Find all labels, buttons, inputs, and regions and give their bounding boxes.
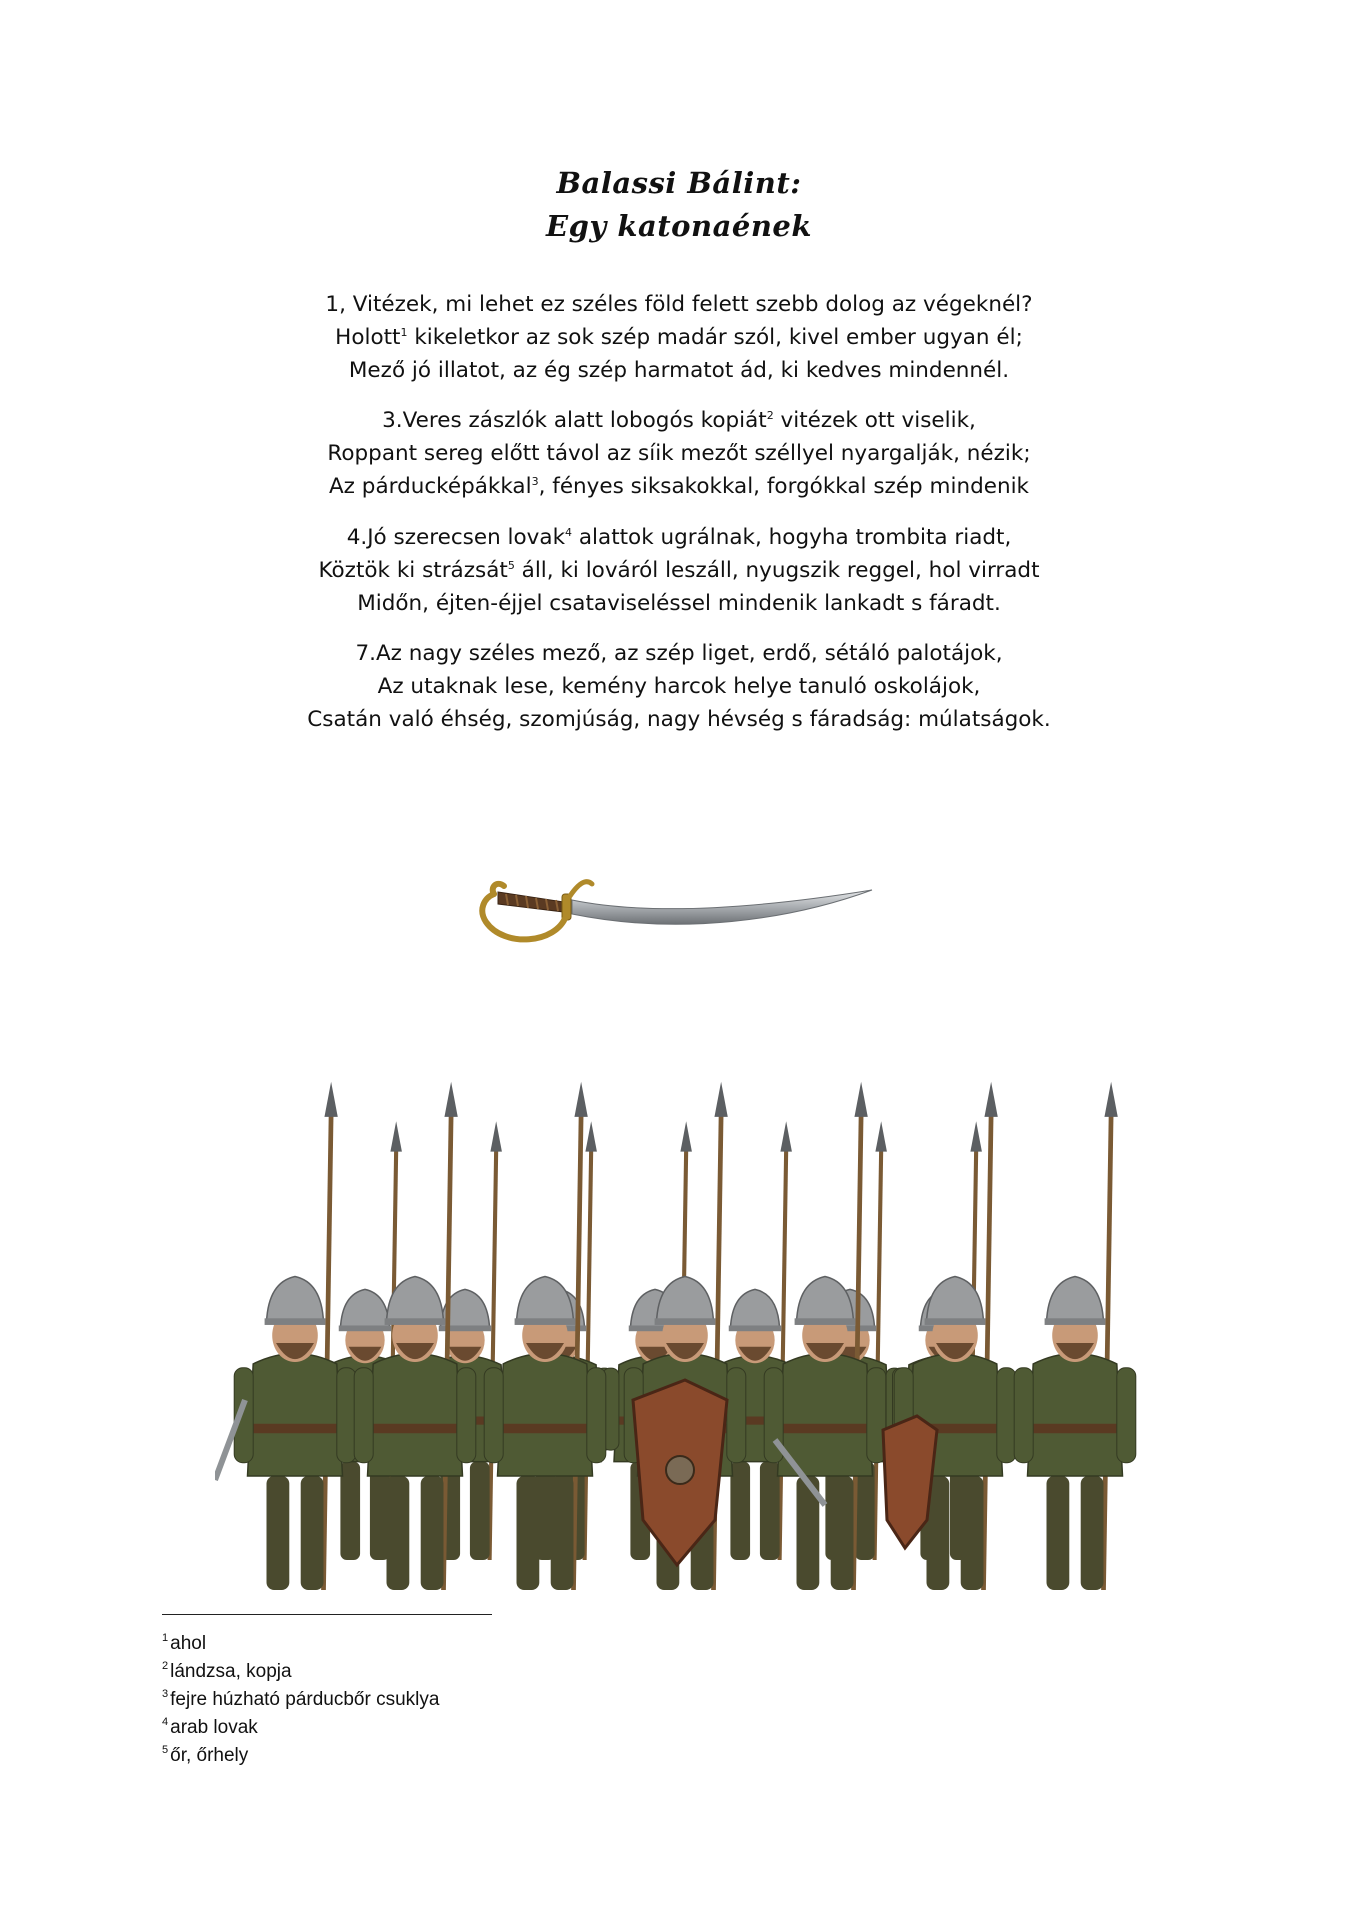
spear-head [680,1121,691,1151]
leg [267,1476,290,1590]
shield-boss [666,1456,694,1484]
arm [1117,1368,1136,1463]
footnote-ref: 5 [507,559,515,572]
spear-head [714,1082,727,1117]
footnote-1 [162,1630,762,1658]
footnote-ref: 3 [531,475,539,488]
stanza-line: Az utaknak lese, kemény harcok helye tanuló oskolájok, [377,674,981,699]
spear [875,1150,882,1560]
arm [484,1368,503,1463]
helmet [730,1289,779,1328]
footnote-number: 1 [162,1632,169,1644]
leg [517,1476,540,1590]
helmet [1047,1277,1104,1323]
helmet-rim [795,1318,856,1325]
tunic [498,1353,593,1476]
footnote-number: 5 [162,1744,169,1756]
leg [831,1476,854,1590]
footnote-number: 3 [162,1688,169,1700]
arm [1014,1368,1033,1463]
footnote-text: őr, őrhely [170,1745,249,1766]
belt [499,1424,590,1434]
stanza-line: 7.Az nagy széles mező, az szép liget, erdő, sétáló palotájok, [355,641,1003,666]
arm [587,1368,606,1463]
line-text: alattok ugrálnak, hogyha trombita riadt, [572,525,1012,550]
line-text: kikeletkor az sok szép madár szól, kivel ember ugyan él; [407,325,1023,350]
spear-head [574,1082,587,1117]
stanza-4 [0,637,1358,736]
helmet-rim [339,1325,391,1331]
tunic [1028,1353,1123,1476]
spear-head [444,1082,457,1117]
footnote-5 [162,1742,762,1770]
footnote-ref: 4 [565,526,573,539]
poem-author: Balassi Bálint: [556,166,802,200]
stanza-3 [0,521,1358,620]
helmet-rim [265,1318,326,1325]
footnote-text: fejre húzható párducbőr csuklya [170,1689,440,1710]
leg [730,1462,750,1560]
helmet-rim [515,1318,576,1325]
arm [354,1368,373,1463]
belt [779,1424,870,1434]
spear [324,1115,332,1590]
stanza-line [0,404,1358,437]
footnotes [162,1630,762,1770]
spear [780,1150,787,1560]
line-text: Az párducképákkal [328,474,532,499]
helmet [657,1277,714,1323]
spear-head [780,1121,791,1151]
helmet-rim [729,1325,781,1331]
soldiers-with-spears-illustration [215,1000,1145,1600]
spear-head [1104,1082,1117,1117]
stanza-1 [0,288,1358,387]
leg [1047,1476,1070,1590]
spear-head [970,1121,981,1151]
stanza-line: Mező jó illatot, az ég szép harmatot ád, ki kedves mindennél. [348,358,1010,383]
leg [340,1462,360,1560]
tunic [368,1353,463,1476]
stanza-line [0,470,1358,503]
helmet-rim [385,1318,446,1325]
footnote-separator [162,1614,492,1615]
soldier [1014,1082,1136,1590]
leg [470,1462,490,1560]
footnote-3 [162,1686,762,1714]
footnote-text: arab lovak [170,1717,258,1738]
helmet-rim [1045,1318,1106,1325]
stanza-line [0,321,1358,354]
line-text: Holott [335,325,401,350]
spear [490,1150,497,1560]
belt [1029,1424,1120,1434]
spear-head [854,1082,867,1117]
footnote-number: 2 [162,1660,169,1672]
footnote-4 [162,1714,762,1742]
spear-head [324,1082,337,1117]
spear-head [875,1121,886,1151]
line-text: 4.Jó szerecsen lovak [346,525,566,550]
line-text: áll, ki lováról leszáll, nyugszik reggel, hol virradt [514,558,1040,583]
stanza-line [0,521,1358,554]
helmet [797,1277,854,1323]
footnote-number: 4 [162,1716,169,1728]
stanza-line: 1, Vitézek, mi lehet ez széles föld felett szebb dolog az végeknél? [325,292,1033,317]
spear [984,1115,992,1590]
leg [1081,1476,1104,1590]
helmet-rim [925,1318,986,1325]
footnote-text: lándzsa, kopja [170,1661,292,1682]
stanza-line: Roppant sereg előtt távol az síik mezőt széllyel nyargalják, nézik; [327,441,1031,466]
arm [457,1368,476,1463]
blade [572,890,872,924]
leg [961,1476,984,1590]
stanza-2 [0,404,1358,503]
soldier [234,1082,356,1590]
spear-head [390,1121,401,1151]
spear [585,1150,592,1560]
line-text: , fényes siksakokkal, forgókkal szép mindenik [538,474,1030,499]
leg [760,1462,780,1560]
leg [551,1476,574,1590]
helmet-rim [655,1318,716,1325]
footnote-text: ahol [170,1633,207,1654]
leg [421,1476,444,1590]
spear-head [984,1082,997,1117]
arm [997,1368,1016,1463]
arm [727,1368,746,1463]
stanza-line: Midőn, éjten-éjjel csataviseléssel mindenik lankadt s fáradt. [357,591,1001,616]
spear-head [585,1121,596,1151]
footnote-ref: 2 [766,409,774,422]
leg [387,1476,410,1590]
helmet [340,1289,389,1328]
arm [337,1368,356,1463]
stanza-line [0,554,1358,587]
stanza-line: Csatán való éhség, szomjúság, nagy hévség s fáradság: múlatságok. [307,707,1051,732]
leg [301,1476,324,1590]
line-text: vitézek ott viselik, [773,408,976,433]
belt [369,1424,460,1434]
helmet [517,1277,574,1323]
belt [249,1424,340,1434]
poem-title: Egy katonaének [546,209,812,243]
helmet [267,1277,324,1323]
footnote-ref: 1 [400,326,408,339]
tunic [248,1353,343,1476]
spear [1104,1115,1112,1590]
sabre-illustration [460,858,880,958]
line-text: Köztök ki strázsát [318,558,508,583]
spear-head [490,1121,501,1151]
line-text: 3.Veres zászlók alatt lobogós kopiát [382,408,767,433]
footnote-2 [162,1658,762,1686]
